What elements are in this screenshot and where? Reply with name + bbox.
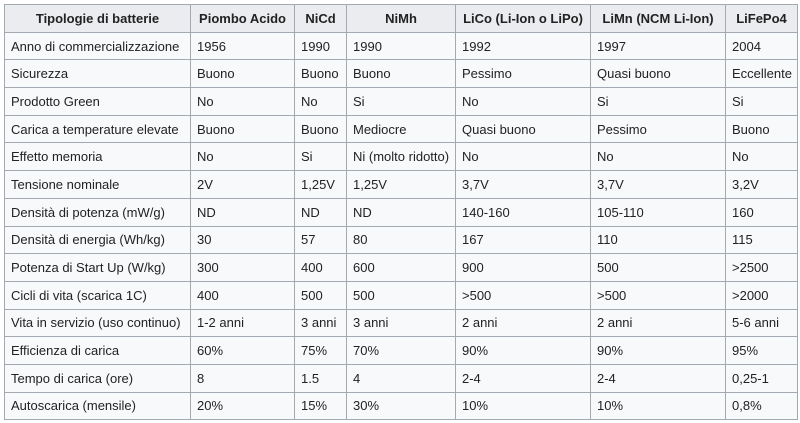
row-label: Efficienza di carica <box>5 337 191 365</box>
column-header: NiMh <box>347 5 456 33</box>
table-cell: 10% <box>591 392 726 420</box>
row-label: Autoscarica (mensile) <box>5 392 191 420</box>
table-cell: 2V <box>191 171 295 199</box>
row-label: Carica a temperature elevate <box>5 115 191 143</box>
table-cell: 8 <box>191 364 295 392</box>
table-cell: No <box>456 88 591 116</box>
table-row <box>5 60 798 88</box>
table-cell: 115 <box>726 226 798 254</box>
row-label: Densità di energia (Wh/kg) <box>5 226 191 254</box>
table-cell: 140-160 <box>456 198 591 226</box>
row-label: Prodotto Green <box>5 88 191 116</box>
table-cell: 30 <box>191 226 295 254</box>
battery-comparison-table <box>4 4 798 420</box>
table-cell: 105-110 <box>591 198 726 226</box>
table-cell: 900 <box>456 254 591 282</box>
table-cell: 5-6 anni <box>726 309 798 337</box>
table-cell: Mediocre <box>347 115 456 143</box>
table-cell: 90% <box>456 337 591 365</box>
table-cell: 4 <box>347 364 456 392</box>
table-cell: Buono <box>191 115 295 143</box>
table-cell: Si <box>591 88 726 116</box>
column-header: NiCd <box>295 5 347 33</box>
table-cell: No <box>295 88 347 116</box>
table-row <box>5 281 798 309</box>
row-label: Densità di potenza (mW/g) <box>5 198 191 226</box>
table-row <box>5 198 798 226</box>
table-cell: Buono <box>295 115 347 143</box>
table-cell: 110 <box>591 226 726 254</box>
header-row <box>5 5 798 33</box>
table-cell: >2500 <box>726 254 798 282</box>
table-cell: 400 <box>191 281 295 309</box>
row-label: Anno di commercializzazione <box>5 32 191 60</box>
table-cell: 3,7V <box>591 171 726 199</box>
row-label: Sicurezza <box>5 60 191 88</box>
table-cell: 600 <box>347 254 456 282</box>
table-row <box>5 226 798 254</box>
table-cell: 1,25V <box>347 171 456 199</box>
table-cell: Quasi buono <box>591 60 726 88</box>
table-cell: 1990 <box>347 32 456 60</box>
table-cell: ND <box>191 198 295 226</box>
table-cell: 15% <box>295 392 347 420</box>
table-cell: 2-4 <box>591 364 726 392</box>
table-cell: Pessimo <box>456 60 591 88</box>
table-cell: Buono <box>295 60 347 88</box>
table-cell: 167 <box>456 226 591 254</box>
table-cell: >500 <box>591 281 726 309</box>
table-cell: No <box>591 143 726 171</box>
row-label: Potenza di Start Up (W/kg) <box>5 254 191 282</box>
row-label: Tempo di carica (ore) <box>5 364 191 392</box>
table-cell: 1992 <box>456 32 591 60</box>
table-cell: 3,7V <box>456 171 591 199</box>
table-row <box>5 254 798 282</box>
table-row <box>5 392 798 420</box>
table-cell: 500 <box>591 254 726 282</box>
table-cell: Si <box>347 88 456 116</box>
table-cell: 1-2 anni <box>191 309 295 337</box>
column-header: LiCo (Li-Ion o LiPo) <box>456 5 591 33</box>
table-cell: 500 <box>295 281 347 309</box>
table-row <box>5 88 798 116</box>
table-cell: 3 anni <box>295 309 347 337</box>
table-cell: 1990 <box>295 32 347 60</box>
table-cell: Quasi buono <box>456 115 591 143</box>
table-cell: 2-4 <box>456 364 591 392</box>
table-cell: 1.5 <box>295 364 347 392</box>
column-header: LiMn (NCM Li-Ion) <box>591 5 726 33</box>
table-cell: 10% <box>456 392 591 420</box>
table-cell: No <box>191 88 295 116</box>
row-label: Vita in servizio (uso continuo) <box>5 309 191 337</box>
table-row <box>5 32 798 60</box>
column-header: LiFePo4 <box>726 5 798 33</box>
table-cell: 80 <box>347 226 456 254</box>
table-cell: ND <box>347 198 456 226</box>
table-cell: 1997 <box>591 32 726 60</box>
table-row <box>5 309 798 337</box>
table-cell: 3,2V <box>726 171 798 199</box>
table-cell: Buono <box>726 115 798 143</box>
table-cell: 2 anni <box>456 309 591 337</box>
table-cell: 3 anni <box>347 309 456 337</box>
row-label: Tensione nominale <box>5 171 191 199</box>
table-cell: 1,25V <box>295 171 347 199</box>
table-row <box>5 143 798 171</box>
table-cell: 60% <box>191 337 295 365</box>
table-row <box>5 115 798 143</box>
table-cell: Ni (molto ridotto) <box>347 143 456 171</box>
table-cell: Buono <box>191 60 295 88</box>
table-cell: 400 <box>295 254 347 282</box>
table-cell: Eccellente <box>726 60 798 88</box>
table-cell: No <box>726 143 798 171</box>
column-header: Piombo Acido <box>191 5 295 33</box>
table-row <box>5 364 798 392</box>
table-cell: >500 <box>456 281 591 309</box>
table-cell: 20% <box>191 392 295 420</box>
table-cell: 2 anni <box>591 309 726 337</box>
table-cell: No <box>191 143 295 171</box>
table-cell: 57 <box>295 226 347 254</box>
table-cell: ND <box>295 198 347 226</box>
table-row <box>5 337 798 365</box>
table-cell: Si <box>295 143 347 171</box>
column-header: Tipologie di batterie <box>5 5 191 33</box>
table-cell: 2004 <box>726 32 798 60</box>
table-cell: 75% <box>295 337 347 365</box>
table-cell: 70% <box>347 337 456 365</box>
row-label: Cicli di vita (scarica 1C) <box>5 281 191 309</box>
table-cell: Buono <box>347 60 456 88</box>
table-cell: Pessimo <box>591 115 726 143</box>
table-cell: 0,8% <box>726 392 798 420</box>
table-cell: 160 <box>726 198 798 226</box>
row-label: Effetto memoria <box>5 143 191 171</box>
table-cell: 95% <box>726 337 798 365</box>
table-cell: 500 <box>347 281 456 309</box>
table-cell: 90% <box>591 337 726 365</box>
table-cell: Si <box>726 88 798 116</box>
table-row <box>5 171 798 199</box>
table-cell: 0,25-1 <box>726 364 798 392</box>
table-cell: 1956 <box>191 32 295 60</box>
table-cell: >2000 <box>726 281 798 309</box>
table-cell: 30% <box>347 392 456 420</box>
table-cell: No <box>456 143 591 171</box>
table-cell: 300 <box>191 254 295 282</box>
